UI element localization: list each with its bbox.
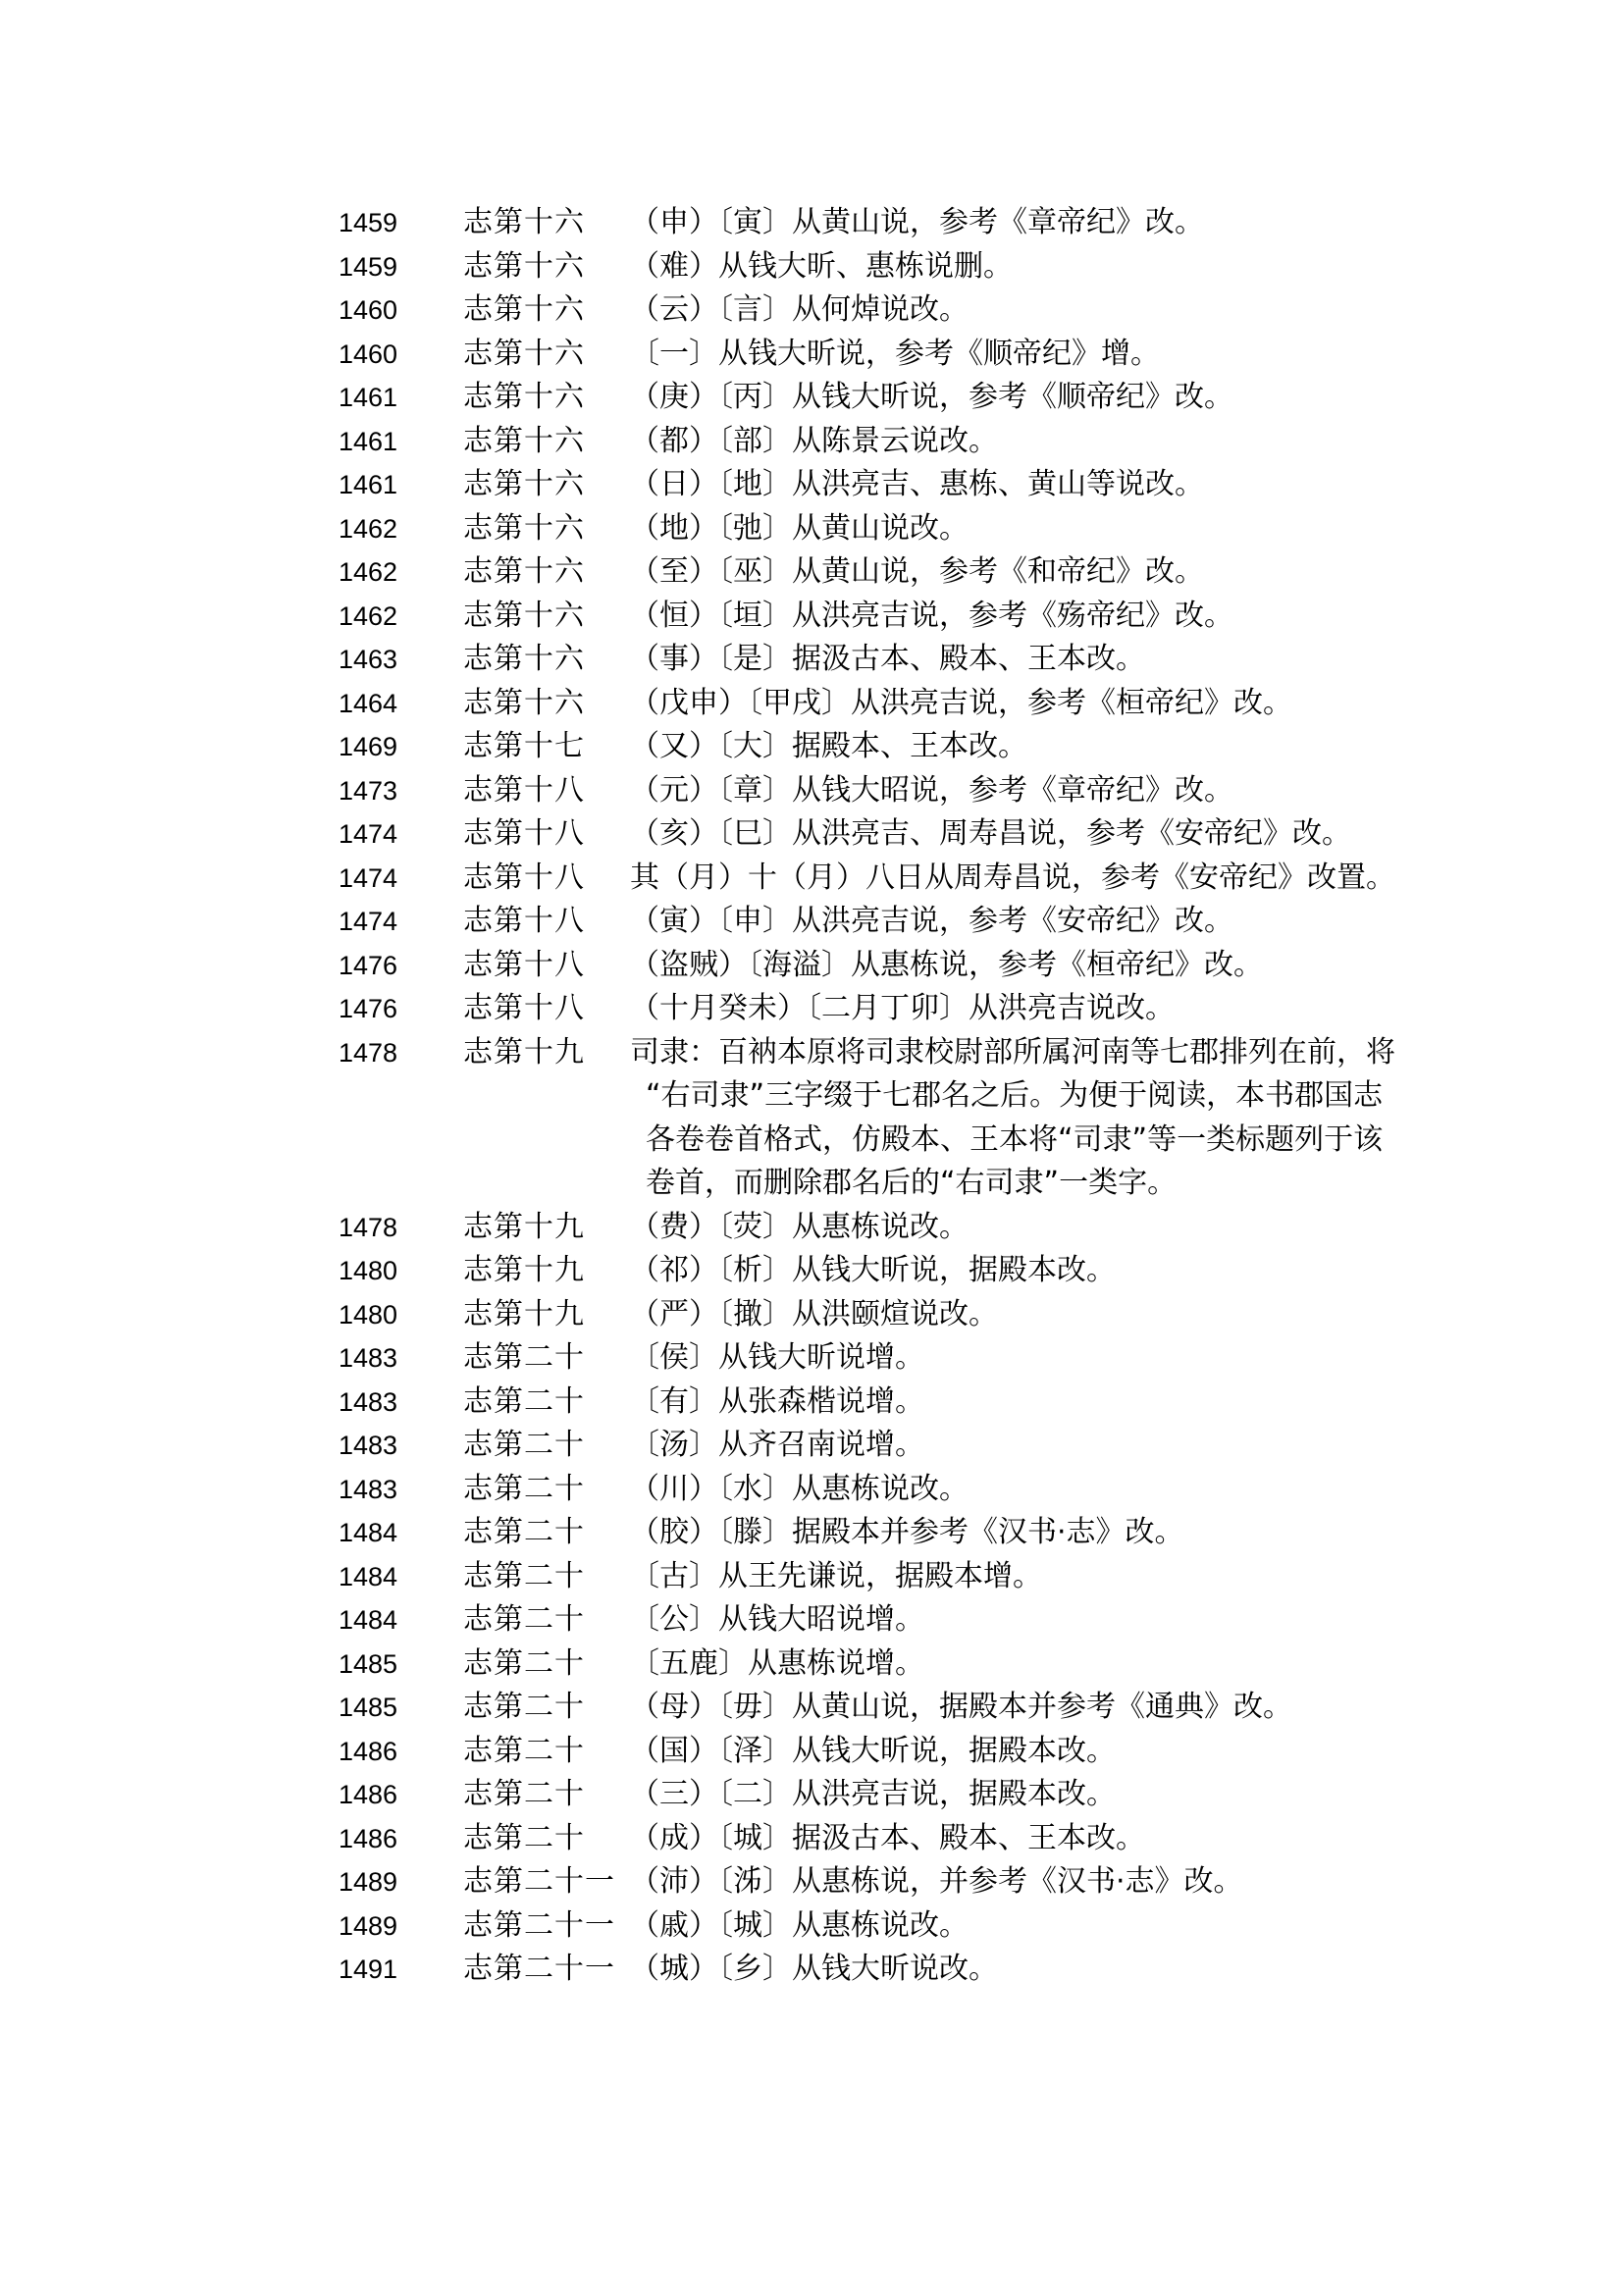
collation-note: 其（月）十（月）八日从周寿昌说，参考《安帝纪》改置。	[630, 860, 1395, 895]
collation-note: 〔侯〕从钱大昕说增。	[630, 1340, 924, 1375]
section-label: 志第二十一	[463, 1952, 615, 1986]
note-row	[339, 1555, 1398, 1599]
note-row	[339, 1249, 1398, 1293]
page-number: 1480	[339, 1299, 398, 1329]
section-label: 志第十九	[463, 1253, 585, 1287]
page-number: 1485	[339, 1693, 398, 1722]
section-label: 志第十六	[463, 554, 585, 589]
section-label: 志第二十一	[463, 1907, 615, 1943]
collation-note: （寅）〔申〕从洪亮吉说，参考《安帝纪》改。	[630, 904, 1233, 938]
page-number: 1483	[339, 1386, 398, 1417]
section-label: 志第二十	[463, 1733, 585, 1768]
note-row	[339, 463, 1398, 507]
page-number: 1461	[339, 426, 398, 456]
page-number: 1486	[339, 1823, 398, 1853]
page-number: 1461	[339, 383, 398, 412]
collation-note: （严）〔撖〕从洪颐煊说改。	[630, 1296, 998, 1331]
collation-note: （成）〔城〕据汲古本、殿本、王本改。	[630, 1820, 1145, 1855]
page-number: 1463	[339, 645, 398, 674]
collation-note: （三）〔二〕从洪亮吉说，据殿本改。	[630, 1777, 1116, 1811]
note-row	[339, 1031, 1398, 1206]
collation-note: 〔五鹿〕从惠栋说增。	[630, 1645, 924, 1681]
note-row	[339, 1686, 1398, 1730]
section-label: 志第二十	[463, 1340, 585, 1375]
collation-note: 〔公〕从钱大昭说增。	[630, 1602, 924, 1637]
section-label: 志第二十	[463, 1558, 585, 1593]
note-row	[339, 1948, 1398, 1992]
note-row	[339, 682, 1398, 726]
note-row	[339, 333, 1398, 377]
collation-note: （元）〔章〕从钱大昭说，参考《章帝纪》改。	[630, 772, 1233, 808]
note-row	[339, 550, 1398, 595]
note-row	[339, 245, 1398, 289]
section-label: 志第十六	[463, 292, 585, 327]
note-row	[339, 638, 1398, 682]
section-label: 志第二十	[463, 1690, 585, 1724]
note-row	[339, 1817, 1398, 1861]
page-number: 1462	[339, 600, 398, 631]
page-number: 1462	[339, 513, 398, 544]
note-row	[339, 1206, 1398, 1250]
collation-note: （十月癸未）〔二月丁卯〕从洪亮吉说改。	[630, 991, 1175, 1025]
section-label: 志第二十	[463, 1645, 585, 1681]
section-label: 志第十六	[463, 642, 585, 676]
collation-note: （地）〔弛〕从黄山说改。	[630, 510, 969, 546]
section-label: 志第十六	[463, 510, 585, 546]
section-label: 志第十八	[463, 991, 585, 1025]
note-row	[339, 769, 1398, 813]
page-number: 1484	[339, 1561, 398, 1591]
page-number: 1461	[339, 470, 398, 499]
collation-note: （城）〔乡〕从钱大昕说改。	[630, 1952, 998, 1986]
section-label: 志第十八	[463, 860, 585, 895]
collation-note: （戊申）〔甲戌〕从洪亮吉说，参考《桓帝纪》改。	[630, 685, 1292, 720]
collation-note: （母）〔毋〕从黄山说，据殿本并参考《通典》改。	[630, 1690, 1292, 1724]
note-row	[339, 900, 1398, 944]
collation-note: （日）〔地〕从洪亮吉、惠栋、黄山等说改。	[630, 467, 1204, 501]
collation-note: （沛）〔泲〕从惠栋说，并参考《汉书·志》改。	[630, 1864, 1243, 1899]
page-number: 1478	[339, 1212, 398, 1242]
section-label: 志第二十	[463, 1383, 585, 1419]
page-number: 1476	[339, 994, 398, 1023]
section-label: 志第十六	[463, 685, 585, 720]
page-number: 1459	[339, 251, 398, 282]
collation-note: 〔汤〕从齐召南说增。	[630, 1428, 924, 1462]
note-row	[339, 1381, 1398, 1425]
page-number: 1491	[339, 1955, 398, 1984]
page-number: 1489	[339, 1910, 398, 1941]
section-label: 志第十九	[463, 1296, 585, 1331]
collation-note: 司隶：百衲本原将司隶校尉部所属河南等七郡排列在前，将“右司隶”三字缀于七郡名之后。为便于阅读，本书郡国志各卷卷首格式，仿殿本、王本将“司隶”等一类标题列于该卷首，而删除郡名后的“右司隶”一类字。	[630, 1034, 1395, 1200]
page-number: 1462	[339, 557, 398, 587]
page-number: 1485	[339, 1648, 398, 1679]
note-row	[339, 1511, 1398, 1555]
section-label: 志第十七	[463, 729, 585, 763]
note-row	[339, 507, 1398, 551]
note-row	[339, 1468, 1398, 1512]
note-row	[339, 595, 1398, 639]
page-number: 1474	[339, 907, 398, 936]
note-row	[339, 1598, 1398, 1642]
collation-note: （川）〔水〕从惠栋说改。	[630, 1471, 969, 1506]
collation-note: （盗贼）〔海溢〕从惠栋说，参考《桓帝纪》改。	[630, 947, 1263, 982]
page-number: 1474	[339, 819, 398, 849]
page-number: 1473	[339, 775, 398, 806]
page-number: 1460	[339, 295, 398, 325]
section-label: 志第十八	[463, 947, 585, 982]
collation-note: （国）〔泽〕从钱大昕说，据殿本改。	[630, 1733, 1116, 1768]
note-row	[339, 725, 1398, 769]
page-number: 1483	[339, 1431, 398, 1460]
page-number: 1474	[339, 862, 398, 893]
page-number: 1486	[339, 1780, 398, 1809]
collation-note: （庚）〔丙〕从钱大昕说，参考《顺帝纪》改。	[630, 380, 1233, 414]
collation-note: （亥）〔巳〕从洪亮吉、周寿昌说，参考《安帝纪》改。	[630, 816, 1351, 851]
note-row	[339, 288, 1398, 333]
page-number: 1480	[339, 1256, 398, 1285]
collation-note: （恒）〔垣〕从洪亮吉说，参考《殇帝纪》改。	[630, 598, 1233, 633]
section-label: 志第二十	[463, 1515, 585, 1549]
note-row	[339, 1904, 1398, 1949]
page-number: 1489	[339, 1867, 398, 1897]
page-number: 1469	[339, 732, 398, 761]
note-row	[339, 987, 1398, 1031]
collation-note: （申）〔寅〕从黄山说，参考《章帝纪》改。	[630, 205, 1204, 239]
collation-note: （都）〔部〕从陈景云说改。	[630, 423, 998, 458]
section-label: 志第二十一	[463, 1864, 615, 1899]
collation-note: （事）〔是〕据汲古本、殿本、王本改。	[630, 642, 1145, 676]
note-row	[339, 812, 1398, 857]
collation-note: （又）〔大〕据殿本、王本改。	[630, 729, 1027, 763]
section-label: 志第二十	[463, 1471, 585, 1506]
collation-note: （难）从钱大昕、惠栋说删。	[630, 248, 1013, 284]
page-number: 1484	[339, 1605, 398, 1635]
page-number: 1459	[339, 208, 398, 237]
note-row	[339, 857, 1398, 901]
section-label: 志第十八	[463, 904, 585, 938]
page-number: 1483	[339, 1343, 398, 1373]
section-label: 志第二十	[463, 1820, 585, 1855]
note-row	[339, 1860, 1398, 1904]
collation-note: （祁）〔析〕从钱大昕说，据殿本改。	[630, 1253, 1116, 1287]
page-number: 1478	[339, 1037, 398, 1068]
page-number: 1476	[339, 950, 398, 980]
collation-note: （胶）〔滕〕据殿本并参考《汉书·志》改。	[630, 1515, 1184, 1549]
note-row	[339, 1336, 1398, 1381]
note-row	[339, 1424, 1398, 1468]
note-row	[339, 201, 1398, 245]
note-row	[339, 420, 1398, 464]
collation-note: （戚）〔城〕从惠栋说改。	[630, 1907, 969, 1943]
note-row	[339, 1773, 1398, 1817]
section-label: 志第十八	[463, 816, 585, 851]
collation-note: 〔一〕从钱大昕说，参考《顺帝纪》增。	[630, 336, 1160, 371]
collation-note: 〔古〕从王先谦说，据殿本增。	[630, 1558, 1042, 1593]
note-row	[339, 376, 1398, 420]
section-label: 志第十六	[463, 598, 585, 633]
collation-note: （至）〔巫〕从黄山说，参考《和帝纪》改。	[630, 554, 1204, 589]
page-number: 1486	[339, 1736, 398, 1766]
page-number: 1483	[339, 1474, 398, 1504]
note-row	[339, 1642, 1398, 1687]
section-label: 志第十九	[463, 1034, 585, 1069]
note-row	[339, 1730, 1398, 1774]
section-label: 志第二十	[463, 1428, 585, 1462]
collation-note: 〔有〕从张森楷说增。	[630, 1383, 924, 1419]
section-label: 志第十八	[463, 772, 585, 808]
section-label: 志第十六	[463, 205, 585, 239]
section-label: 志第十六	[463, 467, 585, 501]
collation-note: （云）〔言〕从何焯说改。	[630, 292, 969, 327]
page-number: 1460	[339, 339, 398, 369]
collation-note: （费）〔荧〕从惠栋说改。	[630, 1209, 969, 1244]
section-label: 志第十六	[463, 248, 585, 284]
section-label: 志第十九	[463, 1209, 585, 1244]
page-number: 1464	[339, 688, 398, 718]
collation-notes-list	[339, 201, 1398, 1992]
note-row	[339, 1293, 1398, 1337]
section-label: 志第二十	[463, 1602, 585, 1637]
section-label: 志第十六	[463, 380, 585, 414]
note-row	[339, 944, 1398, 988]
section-label: 志第二十	[463, 1777, 585, 1811]
page-number: 1484	[339, 1518, 398, 1547]
section-label: 志第十六	[463, 423, 585, 458]
section-label: 志第十六	[463, 336, 585, 371]
